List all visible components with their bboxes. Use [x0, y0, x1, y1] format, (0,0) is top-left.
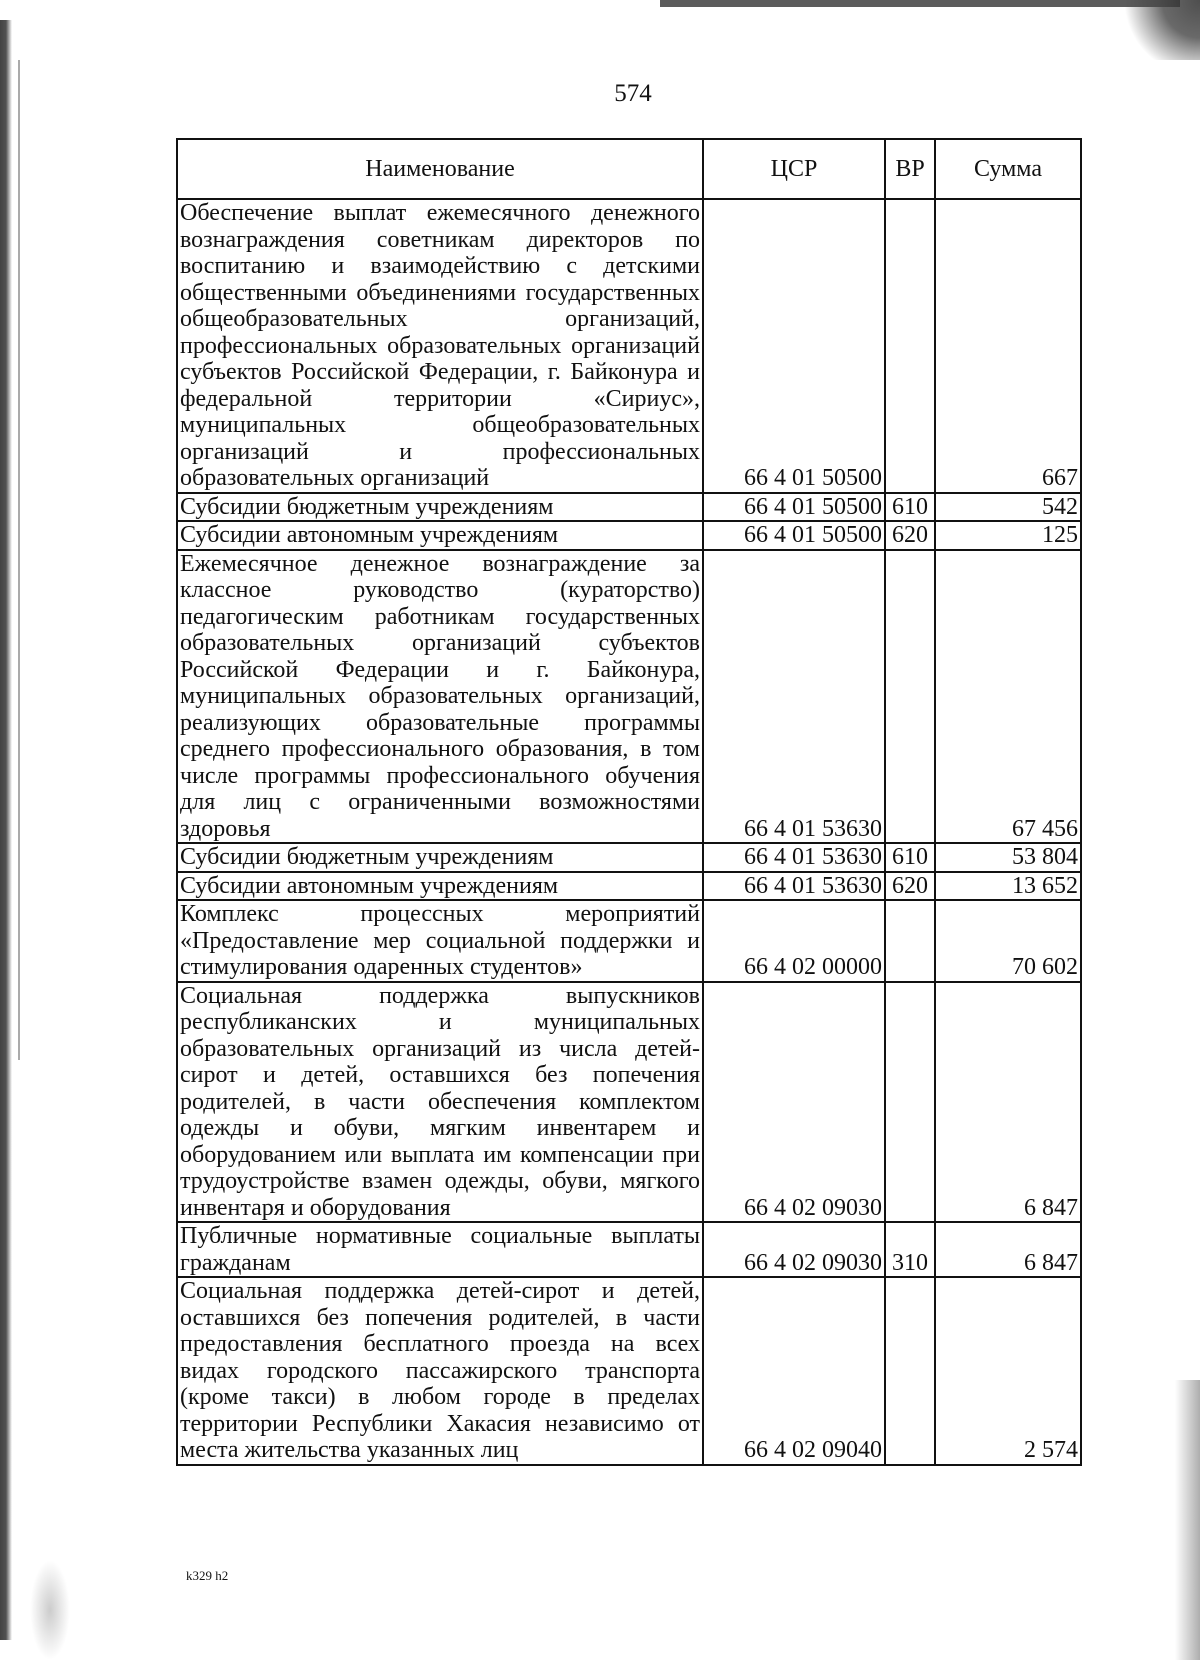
row-sum: 6 847	[935, 1222, 1081, 1277]
scan-corner-shadow	[1110, 0, 1200, 60]
row-vr: 310	[885, 1222, 935, 1277]
table-row	[177, 1222, 1081, 1277]
scan-edge-top	[660, 0, 1180, 7]
table-row	[177, 493, 1081, 522]
row-csr: 66 4 01 50500	[703, 493, 885, 522]
row-csr: 66 4 02 09030	[703, 982, 885, 1223]
row-sum: 125	[935, 521, 1081, 550]
row-sum: 13 652	[935, 872, 1081, 901]
row-csr: 66 4 01 53630	[703, 872, 885, 901]
row-name: Социальная поддержка детей-сирот и детей, оставшихся без попечения родителей, в части предоставления бесплатного проезда на всех видах городского пассажирского транспорта (кроме такси) в любом городе в пределах территории Республики Хакасия независимо от места жительства указанных лиц	[177, 1277, 703, 1465]
row-sum: 67 456	[935, 550, 1081, 844]
row-csr: 66 4 02 09040	[703, 1277, 885, 1465]
row-name: Обеспечение выплат ежемесячного денежного вознаграждения советникам директоров по воспитанию и взаимодействию с детскими общественными объединениями государственных общеобразовательных организаций, профессиональных образовательных организаций субъектов Российской Федерации, г. Байконура и федеральной территории «Сириус», муниципальных общеобразовательных организаций и профессиональных образовательных организаций	[177, 199, 703, 493]
row-csr: 66 4 02 00000	[703, 900, 885, 982]
row-sum: 6 847	[935, 982, 1081, 1223]
footer-code: k329 h2	[186, 1568, 229, 1583]
row-name: Комплекс процессных мероприятий «Предоставление мер социальной поддержки и стимулирования одаренных студентов»	[177, 900, 703, 982]
scan-line-left	[18, 60, 20, 1060]
row-vr: 610	[885, 843, 935, 872]
row-vr: 620	[885, 521, 935, 550]
table-row	[177, 872, 1081, 901]
row-vr	[885, 1277, 935, 1465]
row-name: Субсидии бюджетным учреждениям	[177, 843, 703, 872]
row-csr: 66 4 01 53630	[703, 843, 885, 872]
table-row	[177, 982, 1081, 1223]
page-number: 574	[614, 80, 652, 107]
header-name: Наименование	[177, 139, 703, 199]
scan-edge-right	[1175, 1380, 1200, 1660]
table-row	[177, 900, 1081, 982]
table-row	[177, 550, 1081, 844]
row-name: Субсидии автономным учреждениям	[177, 521, 703, 550]
row-csr: 66 4 02 09030	[703, 1222, 885, 1277]
row-name: Ежемесячное денежное вознаграждение за классное руководство (кураторство) педагогическим работникам государственных образовательных организаций субъектов Российской Федерации и г. Байконура, муниципальных образовательных организаций, реализующих образовательные программы среднего профессионального образования, в том числе программы профессионального обучения для лиц с ограниченными возможностями здоровья	[177, 550, 703, 844]
row-vr	[885, 550, 935, 844]
header-sum: Сумма	[935, 139, 1081, 199]
table-header-row	[177, 139, 1081, 199]
row-name: Субсидии автономным учреждениям	[177, 872, 703, 901]
scan-noise-bottom-left	[30, 1560, 70, 1660]
row-csr: 66 4 01 53630	[703, 550, 885, 844]
row-sum: 53 804	[935, 843, 1081, 872]
row-vr: 610	[885, 493, 935, 522]
row-name: Социальная поддержка выпускников республиканских и муниципальных образовательных организаций из числа детей-сирот и детей, оставшихся без попечения родителей, в части обеспечения комплектом одежды и обуви, мягким инвентарем и оборудованием или выплата им компенсации при трудоустройстве взамен одежды, обуви, мягкого инвентаря и оборудования	[177, 982, 703, 1223]
row-vr	[885, 199, 935, 493]
table-row	[177, 199, 1081, 493]
row-csr: 66 4 01 50500	[703, 521, 885, 550]
row-sum: 667	[935, 199, 1081, 493]
row-csr: 66 4 01 50500	[703, 199, 885, 493]
table-row	[177, 843, 1081, 872]
row-sum: 542	[935, 493, 1081, 522]
row-vr	[885, 982, 935, 1223]
header-vr: ВР	[885, 139, 935, 199]
scan-edge-left	[0, 20, 12, 1640]
table-row	[177, 1277, 1081, 1465]
budget-table	[176, 138, 1082, 1466]
row-name: Субсидии бюджетным учреждениям	[177, 493, 703, 522]
row-sum: 2 574	[935, 1277, 1081, 1465]
row-name: Публичные нормативные социальные выплаты гражданам	[177, 1222, 703, 1277]
table-row	[177, 521, 1081, 550]
row-sum: 70 602	[935, 900, 1081, 982]
row-vr: 620	[885, 872, 935, 901]
row-vr	[885, 900, 935, 982]
header-csr: ЦСР	[703, 139, 885, 199]
